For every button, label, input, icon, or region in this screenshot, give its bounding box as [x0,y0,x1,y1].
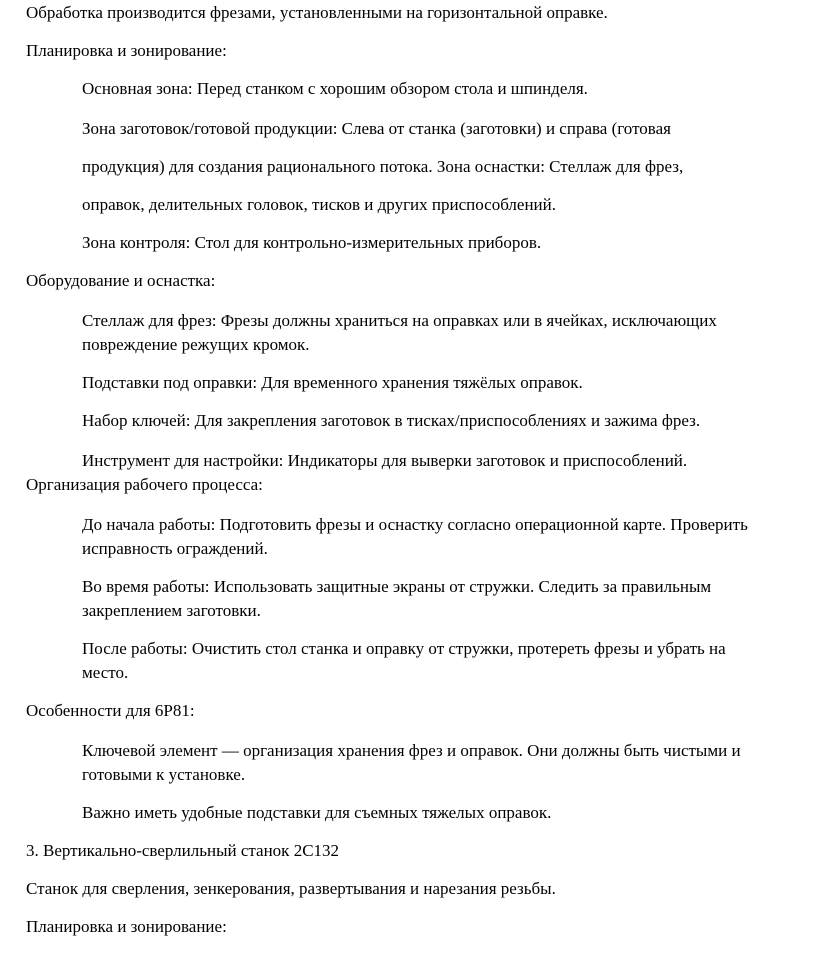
layout-control-zone: Зона контроля: Стол для контрольно-измерительных приборов. [82,233,542,252]
equipment-key-set: Набор ключей: Для закрепления заготовок в тисках/приспособлениях и зажима фрез. [82,411,701,430]
equipment-arbor-stands: Подставки под оправки: Для временного хранения тяжёлых оправок. [82,373,583,392]
workflow-during-line-2: закреплением заготовки. [82,601,261,620]
workflow-after-line-1: После работы: Очистить стол станка и оправку от стружки, протереть фрезы и убрать на [82,639,726,658]
features-key-element-line-1: Ключевой элемент — организация хранения фрез и оправок. Они должны быть чистыми и [82,741,741,760]
equipment-cutter-rack-line-1: Стеллаж для фрез: Фрезы должны храниться на оправках или в ячейках, исключающих [82,311,717,330]
intro-paragraph: Обработка производится фрезами, установленными на горизонтальной оправке. [26,3,608,22]
section-heading-layout: Планировка и зонирование: [26,41,227,60]
features-stands: Важно иметь удобные подставки для съемных тяжелых оправок. [82,803,552,822]
layout-blank-zone-line-1: Зона заготовок/готовой продукции: Слева от станка (заготовки) и справа (готовая [82,119,671,138]
section-heading-equipment: Оборудование и оснастка: [26,271,216,290]
machine-3-title: 3. Вертикально-сверлильный станок 2С132 [26,841,340,860]
workflow-after-line-2: место. [82,663,129,682]
equipment-cutter-rack-line-2: повреждение режущих кромок. [82,335,310,354]
features-key-element-line-2: готовыми к установке. [82,765,246,784]
machine-3-layout-heading: Планировка и зонирование: [26,917,227,936]
layout-main-zone: Основная зона: Перед станком с хорошим обзором стола и шпинделя. [82,79,588,98]
equipment-setup-tools: Инструмент для настройки: Индикаторы для выверки заготовок и приспособлений. [82,451,688,470]
layout-blank-zone-line-2: продукция) для создания рационального потока. Зона оснастки: Стеллаж для фрез, [82,157,684,176]
layout-blank-zone-line-3: оправок, делительных головок, тисков и других приспособлений. [82,195,556,214]
workflow-before-line-1: До начала работы: Подготовить фрезы и оснастку согласно операционной карте. Проверить [82,515,748,534]
workflow-during-line-1: Во время работы: Использовать защитные экраны от стружки. Следить за правильным [82,577,712,596]
machine-3-description: Станок для сверления, зенкерования, развертывания и нарезания резьбы. [26,879,556,898]
workflow-before-line-2: исправность ограждений. [82,539,268,558]
section-heading-features: Особенности для 6Р81: [26,701,195,720]
section-heading-workflow: Организация рабочего процесса: [26,475,263,494]
